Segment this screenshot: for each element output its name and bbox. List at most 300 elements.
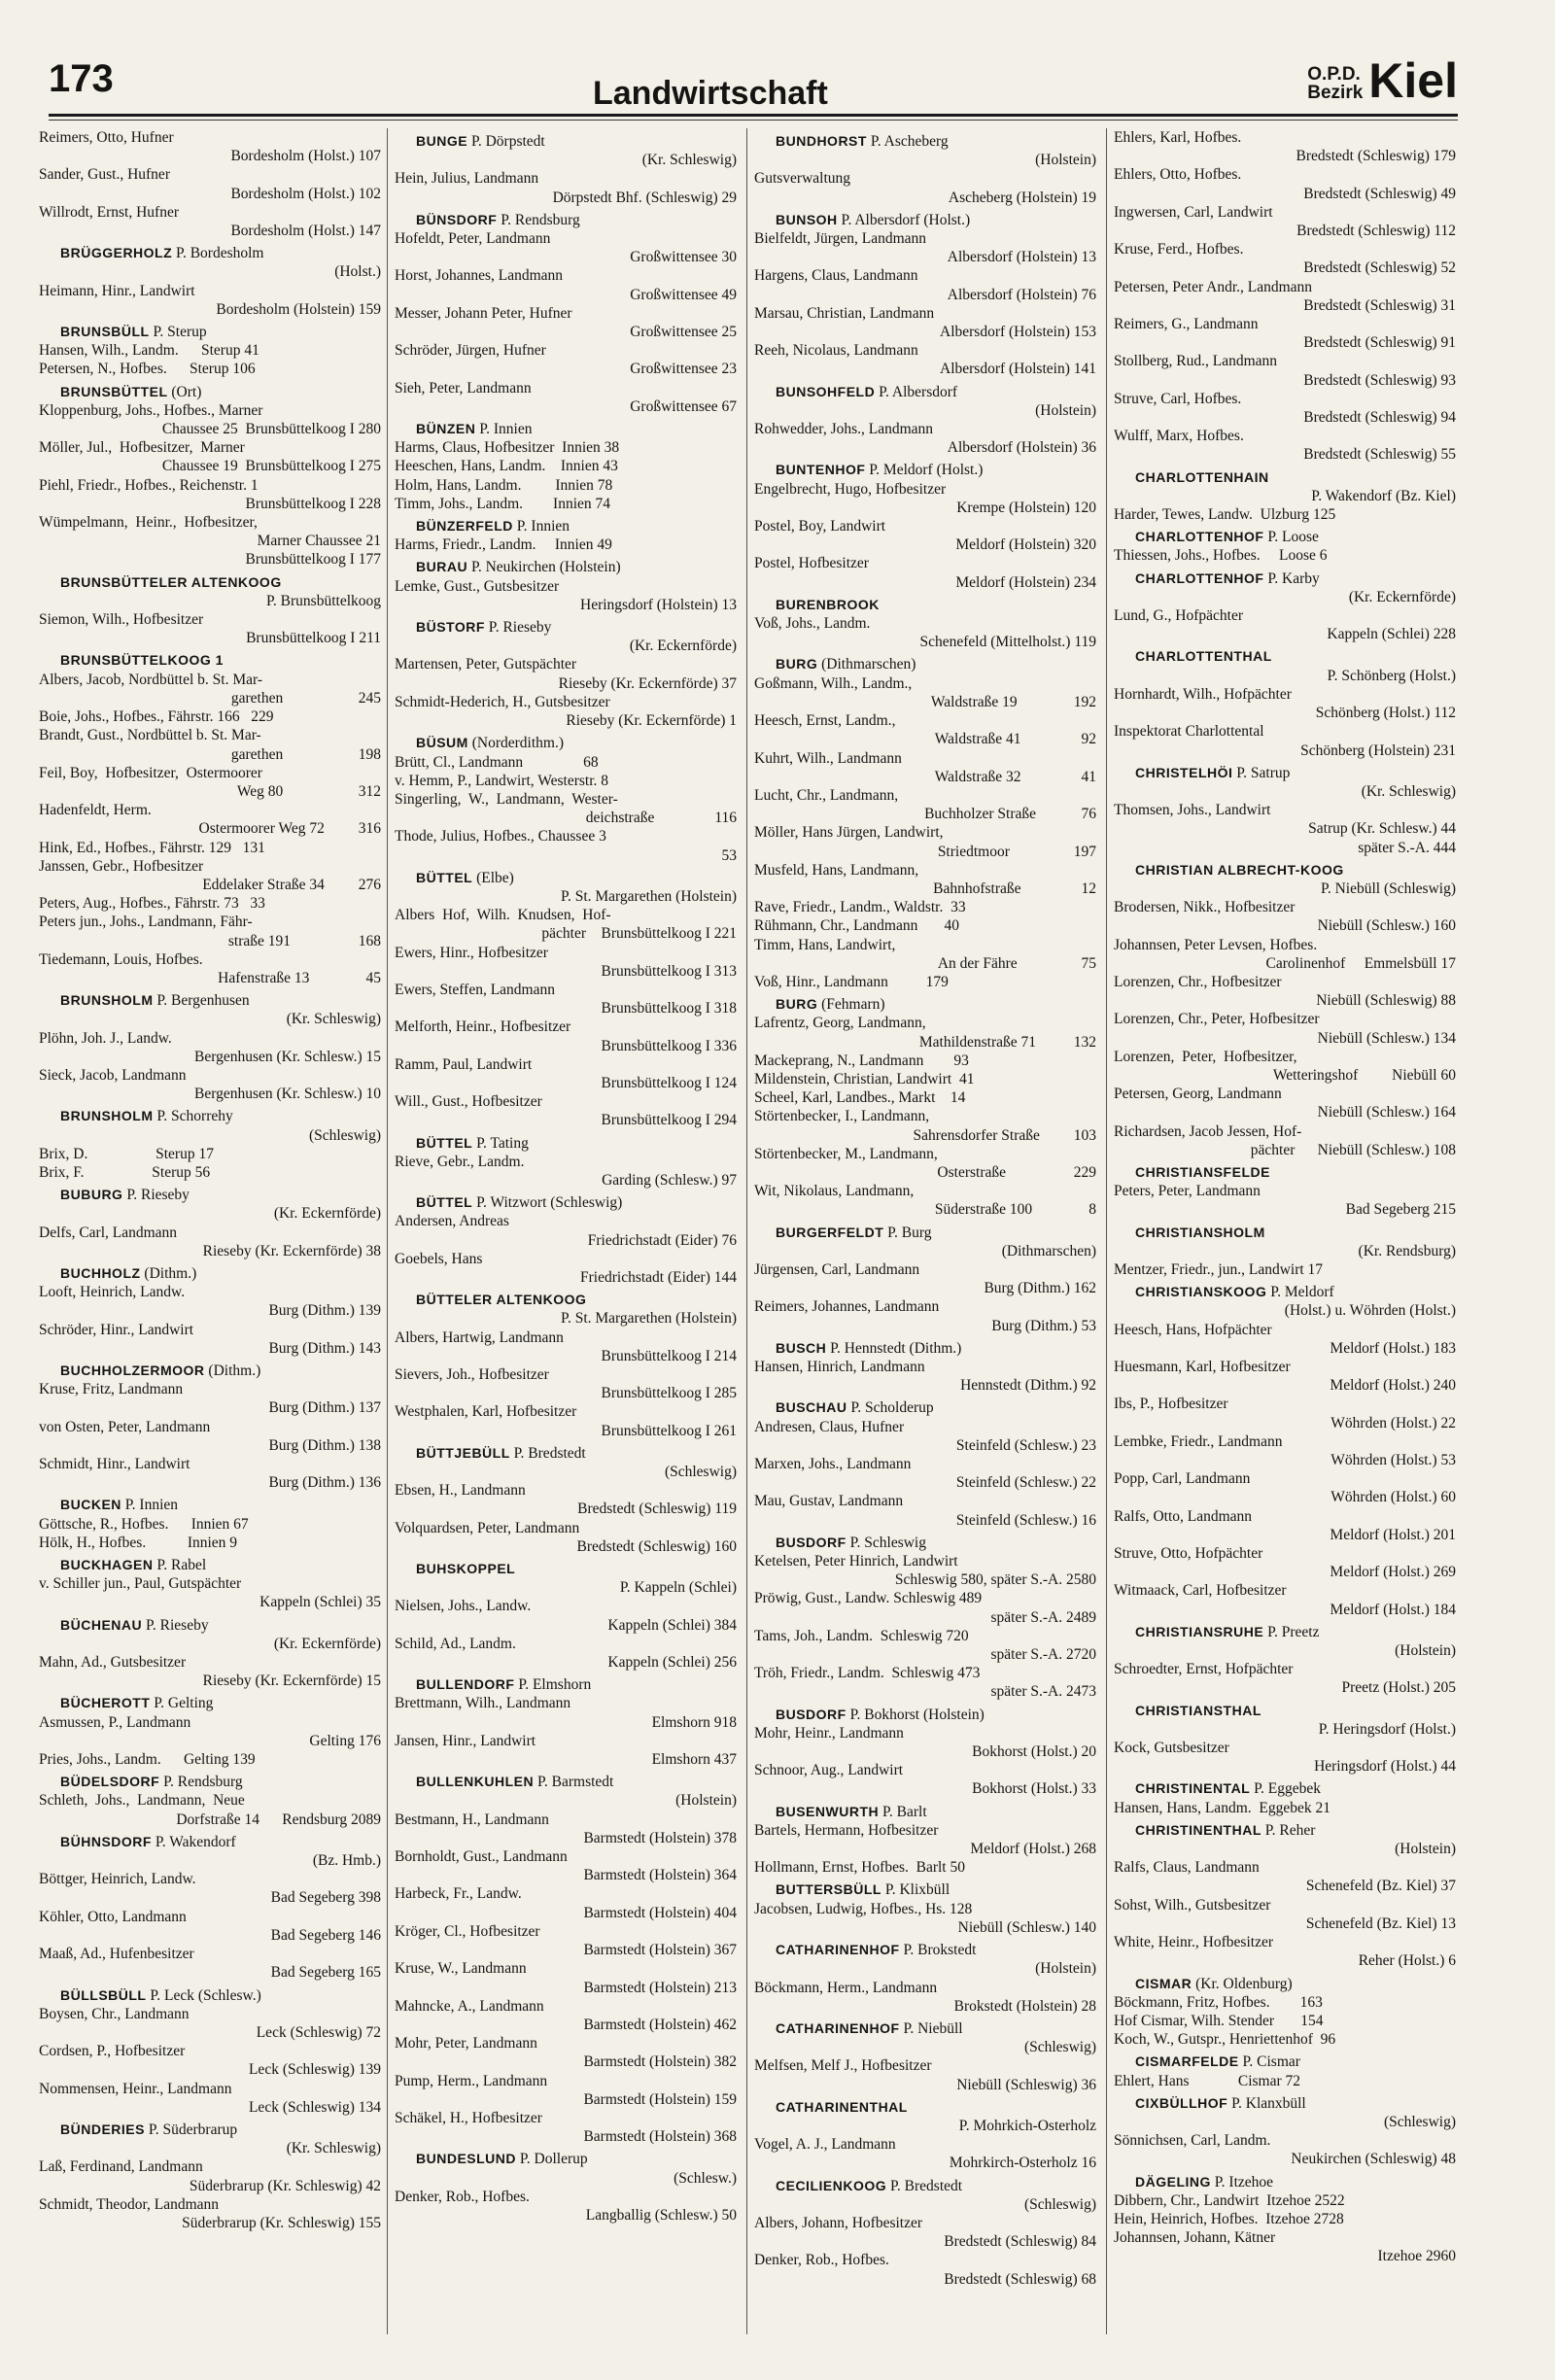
entry-location: Bredstedt (Schleswig) 55 — [1303, 446, 1456, 464]
entry-name: Hansen, Hinrich, Landmann — [754, 1359, 925, 1375]
directory-entry — [395, 577, 737, 614]
entry-name: Kuhrt, Wilh., Landmann — [754, 749, 902, 767]
directory-entry — [1114, 2228, 1456, 2265]
directory-entry — [39, 1418, 381, 1455]
directory-entry — [754, 2135, 1096, 2172]
place-name: BUSDORF — [776, 1534, 847, 1550]
directory-entry — [1114, 1358, 1456, 1395]
place-region: (Schleswig) — [308, 1126, 381, 1144]
place-name: CHRISTIANSTHAL — [1135, 1702, 1261, 1718]
place-region: (Schleswig) — [1023, 2039, 1096, 2056]
directory-entry — [754, 480, 1096, 517]
place-region: (Kr. Rendsburg) — [1358, 1242, 1456, 1259]
entry-name: Kröger, Cl., Hofbesitzer — [395, 1922, 540, 1940]
entry-name: Delfs, Carl, Landmann — [39, 1224, 178, 1241]
directory-entry — [1114, 1799, 1456, 1817]
entry-name: Goebels, Hans — [395, 1250, 483, 1267]
entry-name: Mohr, Peter, Landmann — [395, 2035, 537, 2052]
entry-name: Petersen, N., Hofbes. Sterup 106 — [39, 361, 256, 378]
directory-entry — [39, 1455, 381, 1492]
directory-entry — [754, 1358, 1096, 1395]
entry-location: straße 191 168 — [227, 932, 381, 949]
place-heading — [754, 461, 1096, 479]
opd-label: O.P.D. — [1307, 64, 1361, 85]
entry-name: Struve, Carl, Hofbes. — [1114, 390, 1242, 407]
directory-entry — [754, 1260, 1096, 1297]
entry-location: Niebüll (Schlesw.) 160 — [1317, 917, 1456, 935]
entry-name: Kruse, Fritz, Landmann — [39, 1381, 184, 1398]
column-divider — [387, 128, 388, 2334]
directory-entry — [39, 894, 381, 913]
directory-entry — [754, 1821, 1096, 1858]
place-heading — [1114, 1975, 1456, 1993]
directory-entry — [395, 1922, 737, 1959]
directory-entry — [1114, 606, 1456, 643]
place-name: BULLENDORF — [416, 1676, 515, 1693]
place-post-office: (Ort) — [167, 383, 202, 400]
place-name: BÜSTORF — [416, 619, 485, 636]
entry-location: Barmstedt (Holstein) 382 — [583, 2053, 737, 2071]
header-rule — [49, 120, 1458, 121]
directory-entry — [754, 861, 1096, 898]
directory-entry — [39, 203, 381, 240]
entry-location: Bredstedt (Schleswig) 68 — [944, 2270, 1096, 2288]
place-post-office: P. Rabel — [153, 1557, 207, 1574]
entry-name: Ewers, Hinr., Hofbesitzer — [395, 944, 548, 961]
entry-name: Ehlers, Karl, Hofbes. — [1114, 129, 1242, 146]
entry-name: Janssen, Gebr., Hofbesitzer — [39, 857, 204, 875]
entry-name: Plöhn, Joh. J., Landw. — [39, 1029, 172, 1047]
entry-location: Meldorf (Holstein) 234 — [955, 573, 1096, 591]
directory-entry — [1114, 505, 1456, 524]
entry-location: Mohrkirch-Osterholz 16 — [949, 2155, 1096, 2172]
place-heading — [39, 2121, 381, 2139]
directory-entry — [39, 2195, 381, 2232]
entry-location: Burg (Dithm.) 137 — [268, 1399, 381, 1417]
entry-location: Rieseby (Kr. Eckernförde) 15 — [202, 1673, 381, 1690]
entry-location: Albersdorf (Holstein) 36 — [947, 439, 1096, 457]
entry-location: garethen 245 — [230, 689, 381, 707]
place-heading — [754, 2098, 1096, 2117]
entry-name: Petersen, Peter Andr., Landmann — [1114, 278, 1313, 295]
place-region: P. St. Margarethen (Holstein) — [561, 1310, 737, 1328]
place-heading — [39, 1496, 381, 1514]
directory-entry — [39, 1534, 381, 1552]
directory-entry — [395, 1732, 737, 1769]
place-post-office: (Norderdithm.) — [467, 735, 564, 752]
entry-location: Brunsbüttelkoog I 261 — [601, 1422, 737, 1439]
entry-name: Brix, D. Sterup 17 — [39, 1145, 214, 1162]
place-heading — [39, 1186, 381, 1204]
place-post-office: (Dithmarschen) — [817, 656, 916, 673]
entry-location: Bergenhusen (Kr. Schlesw.) 10 — [194, 1086, 381, 1103]
place-heading — [754, 1941, 1096, 1959]
place-post-office: P. Rieseby — [142, 1616, 209, 1634]
entry-location: deichstraße 116 — [585, 810, 737, 827]
place-heading — [1114, 764, 1456, 782]
place-post-office: P. Klanxbüll — [1227, 2094, 1306, 2112]
place-name: BÜLLSBÜLL — [60, 1986, 147, 2003]
entry-name: Timm, Johs., Landm. Innien 74 — [395, 495, 611, 512]
entry-name: Harms, Claus, Hofbesitzer Innien 38 — [395, 439, 620, 457]
entry-name: Störtenbecker, M., Landmann, — [754, 1145, 938, 1162]
place-name: BRÜGGERHOLZ — [60, 245, 173, 261]
entry-name: Siemon, Wilh., Hofbesitzer — [39, 611, 204, 629]
entry-name: Köhler, Otto, Landmann — [39, 1908, 187, 1925]
directory-entry — [1114, 1933, 1456, 1970]
place-post-office: P. Bergenhusen — [153, 992, 250, 1010]
directory-entry — [39, 913, 381, 949]
place-heading — [395, 1193, 737, 1212]
place-heading — [1114, 1821, 1456, 1840]
directory-entry — [754, 1589, 1096, 1626]
entry-name: Koch, W., Gutspr., Henriettenhof 96 — [1114, 2031, 1336, 2049]
entry-location: Ostermoorer Weg 72 316 — [198, 820, 381, 838]
entry-location: Brunsbüttelkoog I 124 — [601, 1074, 737, 1091]
directory-entry — [395, 693, 737, 730]
place-post-office: P. Itzehoe — [1210, 2173, 1274, 2190]
entry-name: Schild, Ad., Landm. — [395, 1635, 516, 1652]
entry-location: Heringsdorf (Holst.) 44 — [1314, 1758, 1456, 1776]
entry-name: Göttsche, R., Hofbes. Innien 67 — [39, 1515, 249, 1533]
directory-entry — [1114, 1321, 1456, 1358]
directory-entry — [754, 2056, 1096, 2093]
place-name: CHRISTELHÖI — [1135, 764, 1233, 780]
place-heading — [39, 1986, 381, 2005]
entry-location: Niebüll (Schlesw.) 140 — [957, 1918, 1096, 1936]
entry-location: Schenefeld (Mittelholst.) 119 — [919, 634, 1096, 651]
directory-entry — [395, 1694, 737, 1731]
entry-name: Ketelsen, Peter Hinrich, Landwirt — [754, 1553, 958, 1570]
place-region: P. Niebüll (Schleswig) — [1320, 880, 1456, 897]
place-post-office: P. Barlt — [879, 1803, 927, 1820]
entry-location: Marner Chaussee 21 — [257, 533, 381, 550]
directory-entry — [754, 973, 1096, 991]
place-name: BRUNSBÜTTELER ALTENKOOG — [60, 573, 282, 590]
entry-location: Großwittensee 30 — [630, 249, 737, 266]
place-name: CATHARINENTHAL — [776, 2098, 908, 2115]
entry-name: Sieh, Peter, Landmann — [395, 379, 532, 397]
place-heading — [39, 573, 381, 592]
entry-name: Peters jun., Johs., Landmann, Fähr- — [39, 914, 253, 931]
place-post-office: P. Meldorf — [1266, 1284, 1334, 1301]
place-name: BÜCHEROTT — [60, 1695, 151, 1711]
place-heading — [39, 991, 381, 1010]
directory-entry — [1114, 1260, 1456, 1279]
entry-location: Rieseby (Kr. Eckernförde) 37 — [558, 674, 737, 692]
place-post-office: P. Albersdorf (Holst.) — [837, 211, 971, 228]
entry-name: Mildenstein, Christian, Landwirt 41 — [754, 1070, 975, 1087]
entry-location: Steinfeld (Schlesw.) 22 — [955, 1474, 1096, 1492]
entry-name: Albers, Jacob, Nordbüttel b. St. Mar- — [39, 671, 262, 688]
directory-entry — [39, 1066, 381, 1103]
directory-entry — [395, 438, 737, 457]
place-heading — [39, 1107, 381, 1125]
place-heading — [395, 1134, 737, 1153]
place-heading — [39, 1833, 381, 1851]
entry-location: Meldorf (Holstein) 320 — [955, 536, 1096, 554]
place-post-office: P. Satrup — [1232, 764, 1291, 781]
entry-name: Jürgensen, Carl, Landmann — [754, 1260, 920, 1278]
entry-name: Hein, Heinrich, Hofbes. Itzehoe 2728 — [1114, 2210, 1344, 2227]
entry-name: v. Schiller jun., Paul, Gutspächter — [39, 1575, 242, 1593]
entry-location: Krempe (Holstein) 120 — [956, 499, 1096, 516]
place-heading — [395, 1675, 737, 1694]
directory-entry — [1114, 1432, 1456, 1469]
page-header — [49, 53, 1458, 117]
directory-entry — [39, 1908, 381, 1945]
entry-name: Horst, Johannes, Landmann — [395, 267, 564, 285]
place-name: BURAU — [416, 559, 468, 575]
directory-entry — [754, 674, 1096, 711]
directory-entry — [39, 2080, 381, 2117]
place-region: (Holst.) — [334, 263, 381, 281]
entry-name: Sieck, Jacob, Landmann — [39, 1066, 187, 1084]
entry-location: Bad Segeberg 215 — [1345, 1201, 1456, 1219]
directory-entry — [395, 1055, 737, 1092]
directory-entry — [39, 165, 381, 202]
place-post-office: P. Karby — [1263, 569, 1320, 587]
place-heading — [1114, 1623, 1456, 1641]
place-name: BUCHHOLZERMOOR — [60, 1362, 205, 1378]
place-region: P. Kappeln (Schlei) — [619, 1579, 737, 1597]
place-heading — [39, 1773, 381, 1791]
entry-name: Struve, Otto, Hofpächter — [1114, 1545, 1263, 1563]
place-post-office: P. Schorrehy — [153, 1108, 233, 1125]
entry-location: Chaussee 25 Brunsbüttelkoog I 280 — [161, 421, 381, 438]
entry-location: Kappeln (Schlei) 228 — [1327, 626, 1456, 643]
entry-name: Johannsen, Peter Levsen, Hofbes. — [1114, 936, 1318, 953]
entry-location: Buchholzer Straße 76 — [924, 806, 1096, 823]
directory-entry — [395, 981, 737, 1018]
entry-name: Ralfs, Claus, Landmann — [1114, 1859, 1260, 1877]
place-heading — [754, 1224, 1096, 1242]
entry-name: Inspektorat Charlottental — [1114, 723, 1264, 741]
entry-name: Harder, Tewes, Landw. Ulzburg 125 — [1114, 506, 1336, 524]
entry-location: Brunsbüttelkoog I 318 — [601, 1000, 737, 1018]
place-name: BÜTTEL — [416, 1194, 473, 1211]
directory-entry — [754, 1761, 1096, 1798]
place-heading — [395, 558, 737, 576]
entry-location: Brunsbüttelkoog I 313 — [601, 962, 737, 980]
directory-entry — [754, 1492, 1096, 1529]
place-heading — [39, 383, 381, 401]
place-name: CHRISTIAN ALBRECHT-KOOG — [1135, 861, 1344, 878]
directory-entry — [39, 550, 381, 569]
directory-entry — [1114, 1739, 1456, 1776]
entry-location: Bredstedt (Schleswig) 160 — [576, 1537, 737, 1555]
place-heading — [395, 618, 737, 637]
place-region: (Holstein) — [1035, 1960, 1096, 1978]
directory-entry — [754, 1900, 1096, 1937]
entry-name: Tiedemann, Louis, Hofbes. — [39, 950, 203, 968]
place-name: CHARLOTTENTHAL — [1135, 648, 1272, 665]
place-name: BÜNZEN — [416, 421, 476, 437]
entry-name: Timm, Hans, Landwirt, — [754, 936, 896, 953]
entry-location: pächter Niebüll (Schlesw.) 108 — [1250, 1141, 1456, 1158]
directory-entry — [395, 1328, 737, 1365]
entry-name: Sander, Gust., Hufner — [39, 166, 170, 184]
entry-name: Wulff, Marx, Hofbes. — [1114, 428, 1244, 445]
entry-location: Leck (Schleswig) 134 — [248, 2098, 381, 2116]
entry-name: Ehlers, Otto, Hofbes. — [1114, 166, 1242, 184]
entry-location: Barmstedt (Holstein) 213 — [583, 1979, 737, 1996]
entry-location: Waldstraße 41 92 — [934, 731, 1096, 748]
entry-location: Steinfeld (Schlesw.) 16 — [955, 1511, 1096, 1529]
place-name: BURGERFELDT — [776, 1224, 884, 1240]
entry-location: Großwittensee 67 — [630, 397, 737, 415]
entry-name: Albers, Johann, Hofbesitzer — [754, 2214, 923, 2231]
entry-name: Brandt, Gust., Nordbüttel b. St. Mar- — [39, 727, 261, 744]
place-post-office: P. Eggebek — [1250, 1780, 1321, 1798]
place-post-office: P. Brokstedt — [899, 1942, 977, 1959]
entry-name: Postel, Hofbesitzer — [754, 555, 869, 572]
entry-name: von Osten, Peter, Landmann — [39, 1418, 211, 1435]
entry-location: Bredstedt (Schleswig) 93 — [1303, 371, 1456, 389]
place-post-office: P. Bredstedt — [886, 2177, 963, 2194]
place-heading — [395, 1773, 737, 1791]
place-heading — [395, 132, 737, 151]
place-region: (Holstein) — [1395, 1642, 1456, 1660]
entry-location: Preetz (Holst.) 205 — [1341, 1679, 1456, 1697]
entry-location: Wöhrden (Holst.) 60 — [1330, 1489, 1456, 1506]
entry-name: Hofeldt, Peter, Landmann — [395, 230, 551, 248]
entry-name: Hornhardt, Wilh., Hofpächter — [1114, 685, 1292, 703]
entry-name: Ehlert, Hans Cismar 72 — [1114, 2072, 1301, 2089]
place-region: P. St. Margarethen (Holstein) — [561, 887, 737, 905]
directory-entry — [39, 950, 381, 987]
entry-name: Andersen, Andreas — [395, 1213, 509, 1230]
place-region: (Kr. Eckernförde) — [629, 638, 737, 655]
entry-location: Langballig (Schlesw.) 50 — [585, 2206, 737, 2224]
entry-location: Osterstraße 229 — [937, 1163, 1096, 1181]
entry-name: Voß, Johs., Landm. — [754, 615, 871, 633]
entry-location: Bordesholm (Holst.) 102 — [230, 185, 381, 202]
place-region: (Schleswig) — [1023, 2195, 1096, 2213]
directory-entry — [754, 1145, 1096, 1182]
place-heading — [1114, 647, 1456, 666]
entry-name: Wümpelmann, Heinr., Hofbesitzer, — [39, 514, 258, 532]
place-region: P. Heringsdorf (Holst.) — [1318, 1720, 1456, 1738]
directory-entry — [1114, 427, 1456, 464]
entry-location: Brunsbüttelkoog I 177 — [245, 551, 381, 569]
entry-location: Großwittensee 23 — [630, 361, 737, 378]
place-heading — [754, 1534, 1096, 1552]
directory-entry — [1114, 1048, 1456, 1085]
entry-location: Albersdorf (Holstein) 13 — [947, 249, 1096, 266]
place-region: (Holstein) — [675, 1792, 737, 1810]
entry-location: Bredstedt (Schleswig) 31 — [1303, 296, 1456, 314]
place-name: BRUNSBÜTTEL — [60, 383, 168, 399]
directory-entry — [39, 857, 381, 894]
entry-location: Bokhorst (Holst.) 33 — [972, 1780, 1096, 1798]
place-heading — [395, 734, 737, 752]
place-post-office: P. Reher — [1261, 1821, 1316, 1839]
entry-name: Schnoor, Aug., Landwirt — [754, 1762, 904, 1779]
directory-entry — [754, 1297, 1096, 1334]
entry-location: Steinfeld (Schlesw.) 23 — [955, 1436, 1096, 1454]
directory-entry — [1114, 685, 1456, 722]
place-post-office: P. Gelting — [150, 1695, 214, 1712]
entry-location: Burg (Dithm.) 162 — [984, 1280, 1096, 1297]
entry-location: Bredstedt (Schleswig) 119 — [577, 1500, 737, 1518]
place-post-office: P. Burg — [883, 1224, 932, 1241]
place-heading — [1114, 861, 1456, 880]
entry-name: White, Heinr., Hofbesitzer — [1114, 1934, 1273, 1951]
directory-entry — [395, 906, 737, 943]
entry-location: Meldorf (Holst.) 240 — [1330, 1377, 1456, 1395]
directory-entry — [1114, 2191, 1456, 2210]
place-region: (Kr. Schleswig) — [641, 152, 737, 169]
directory-entry — [39, 801, 381, 838]
entry-name: Witmaack, Carl, Hofbesitzer — [1114, 1582, 1287, 1600]
place-region: (Kr. Eckernförde) — [273, 1205, 381, 1223]
directory-entry — [1114, 839, 1456, 857]
entry-name: Feil, Boy, Hofbesitzer, Ostermoorer — [39, 764, 262, 781]
directory-entry — [1114, 1122, 1456, 1159]
entry-name: Bielfeldt, Jürgen, Landmann — [754, 230, 927, 248]
entry-location: Bordesholm (Holst.) 107 — [230, 148, 381, 165]
directory-entry — [1114, 1581, 1456, 1618]
entry-name: Pries, Johs., Landm. Gelting 139 — [39, 1751, 256, 1769]
entry-name: Rave, Friedr., Landm., Waldstr. 33 — [754, 899, 966, 916]
directory-entry — [1114, 1544, 1456, 1581]
entry-location: pächter Brunsbüttelkoog I 221 — [541, 925, 737, 943]
entry-name: Sievers, Joh., Hofbesitzer — [395, 1366, 549, 1383]
place-name: CHRISTIANSRUHE — [1135, 1623, 1264, 1639]
entry-name: Schroedter, Ernst, Hofpächter — [1114, 1661, 1294, 1678]
place-name: BUNDHORST — [776, 133, 867, 149]
directory-entry — [395, 790, 737, 827]
entry-location: Burg (Dithm.) 136 — [268, 1474, 381, 1492]
place-name: CHRISTIANSHOLM — [1135, 1224, 1265, 1240]
entry-name: Andresen, Claus, Hufner — [754, 1418, 905, 1435]
entry-location: Barmstedt (Holstein) 159 — [583, 2090, 737, 2108]
directory-entry — [395, 1402, 737, 1439]
entry-location: Neukirchen (Schleswig) 48 — [1291, 2151, 1456, 2168]
directory-entry — [395, 1365, 737, 1402]
place-post-office: P. Preetz — [1263, 1623, 1320, 1640]
entry-name: Dibbern, Chr., Landwirt Itzehoe 2522 — [1114, 2191, 1345, 2209]
directory-entry — [754, 1979, 1096, 2016]
entry-name: Tams, Joh., Landm. Schleswig 720 — [754, 1627, 969, 1644]
place-name: BÜNZERFELD — [416, 518, 513, 535]
entry-location: Bredstedt (Schleswig) 112 — [1296, 223, 1456, 240]
directory-entry — [395, 2072, 737, 2109]
place-heading — [1114, 1702, 1456, 1720]
entry-name: Kruse, Ferd., Hofbes. — [1114, 241, 1244, 259]
place-heading — [754, 1398, 1096, 1417]
directory-entry — [395, 1018, 737, 1054]
entry-name: Schmidt, Theodor, Landmann — [39, 2195, 220, 2213]
entry-location: Meldorf (Holst.) 184 — [1330, 1601, 1456, 1618]
place-heading — [754, 383, 1096, 401]
entry-name: Brodersen, Nikk., Hofbesitzer — [1114, 899, 1296, 916]
place-post-office: (Elbe) — [472, 869, 514, 886]
place-name: CIXBÜLLHOF — [1135, 2094, 1228, 2111]
entry-location: Brokstedt (Holstein) 28 — [953, 1997, 1096, 2015]
entry-name: Ralfs, Otto, Landmann — [1114, 1507, 1253, 1525]
directory-entry — [1114, 1896, 1456, 1933]
entry-name: Ramm, Paul, Landwirt — [395, 1055, 533, 1073]
entry-name: Wit, Nikolaus, Landmann, — [754, 1183, 915, 1200]
directory-entry — [1114, 1858, 1456, 1895]
place-name: BUCHHOLZ — [60, 1264, 141, 1281]
entry-name: Schleth, Johs., Landmann, Neue — [39, 1792, 245, 1810]
directory-entry — [754, 786, 1096, 823]
place-region: P. Mohrkich-Osterholz — [958, 2117, 1096, 2134]
directory-entry — [1114, 2072, 1456, 2090]
